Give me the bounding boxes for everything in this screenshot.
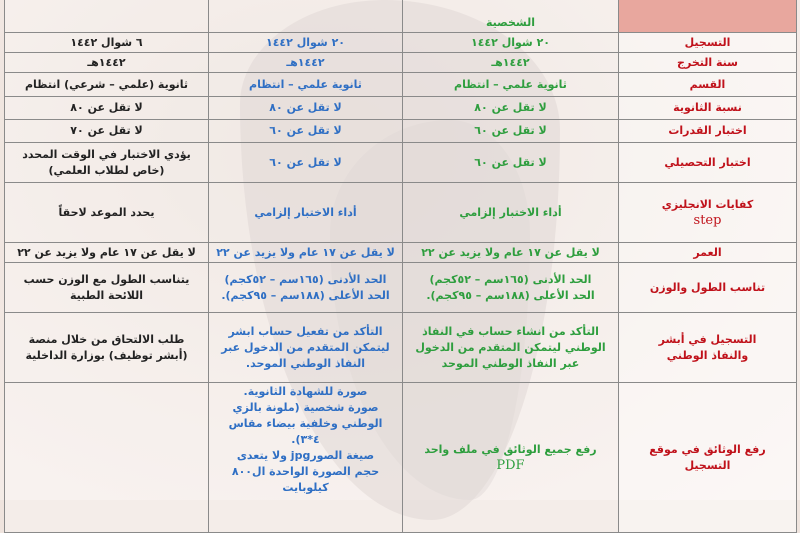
cell-col3: ٦ شوال ١٤٤٢ (5, 33, 209, 53)
row-label: التسجيل (619, 33, 797, 53)
table-row (5, 97, 797, 120)
row-label: التسجيل في أبشر والنفاذ الوطني (619, 313, 797, 383)
table-row (5, 143, 797, 183)
cell-col2: الحد الأدنى (١٦٥سم – ٥٢كجم) الحد الأعلى (١٨٨سم – ٩٥كجم). (209, 263, 403, 313)
cell-col1: التأكد من انشاء حساب في النفاذ الوطني ليتمكن المتقدم من الدخول عبر النفاذ الوطني الموحد (403, 313, 619, 383)
table-row (5, 383, 797, 533)
cell-col1: لا يقل عن ١٧ عام ولا يزيد عن ٢٢ (403, 243, 619, 263)
cell-col3: يتناسب الطول مع الوزن حسب اللائحة الطبية (5, 263, 209, 313)
cell-col2 (209, 0, 403, 33)
cell-col2: صورة للشهادة الثانوية. صورة شخصية (ملونة بالزي الوطني وخلفية بيضاء مقاس ٤*٣). صيغة الصورjpg ولا يتعدى حجم الصورة الواحدة ال٨٠٠ كيلوبايت (209, 383, 403, 533)
cell-col3: يؤدي الاختبار في الوقت المحدد (خاص لطلاب العلمي) (5, 143, 209, 183)
cell-col3: لا تقل عن ٧٠ (5, 120, 209, 143)
row-label: رفع الوثائق في موقع التسجيل (619, 383, 797, 533)
cell-col3 (5, 0, 209, 33)
cell-col1 (403, 383, 619, 533)
cell-col1: ٢٠ شوال ١٤٤٢ (403, 33, 619, 53)
table-row (5, 313, 797, 383)
cell-col1-text: رفع جميع الوثائق في ملف واحد (424, 442, 597, 456)
row-label: القسم (619, 73, 797, 97)
cell-col3: يحدد الموعد لاحقاً (5, 183, 209, 243)
table-row (5, 73, 797, 97)
row-label: العمر (619, 243, 797, 263)
cell-col3: لا يقل عن ١٧ عام ولا يزيد عن ٢٢ (5, 243, 209, 263)
row-label: اختبار القدرات (619, 120, 797, 143)
row-label: تناسب الطول والوزن (619, 263, 797, 313)
table-row (5, 33, 797, 53)
admission-requirements-table (4, 0, 797, 533)
row-label-latin: step (693, 212, 722, 228)
table-row (5, 120, 797, 143)
cell-col1: الشخصية (403, 0, 619, 33)
cell-col1-latin: PDF (496, 457, 525, 473)
cell-col2: ثانوية علمي – انتظام (209, 73, 403, 97)
cell-col2: لا تقل عن ٦٠ (209, 143, 403, 183)
table-row (5, 0, 797, 33)
cell-col2: لا تقل عن ٦٠ (209, 120, 403, 143)
cell-col1: أداء الاختبار إلزامي (403, 183, 619, 243)
cell-col3: ١٤٤٢هـ (5, 53, 209, 73)
cell-col2: لا تقل عن ٨٠ (209, 97, 403, 120)
row-label: سنة التخرج (619, 53, 797, 73)
cell-col2: ١٤٤٢هـ (209, 53, 403, 73)
cell-col3 (5, 383, 209, 533)
cell-col1: ١٤٤٢هـ (403, 53, 619, 73)
table-row (5, 263, 797, 313)
row-label-text: كفايات الانجليزي (661, 197, 754, 211)
table-row (5, 183, 797, 243)
cell-col2: لا يقل عن ١٧ عام ولا يزيد عن ٢٢ (209, 243, 403, 263)
cell-col1: لا تقل عن ٨٠ (403, 97, 619, 120)
cell-col1: لا تقل عن ٦٠ (403, 143, 619, 183)
cell-col1: الحد الأدنى (١٦٥سم – ٥٢كجم) الحد الأعلى (١٨٨سم – ٩٥كجم). (403, 263, 619, 313)
cell-col2: ٢٠ شوال ١٤٤٢ (209, 33, 403, 53)
table-row (5, 243, 797, 263)
row-label (619, 0, 797, 33)
cell-col2: أداء الاختبار إلزامي (209, 183, 403, 243)
cell-col1: ثانوية علمي – انتظام (403, 73, 619, 97)
row-label: اختبار التحصيلي (619, 143, 797, 183)
cell-col3: طلب الالتحاق من خلال منصة (أبشر توظيف) بوزارة الداخلية (5, 313, 209, 383)
cell-col1: لا تقل عن ٦٠ (403, 120, 619, 143)
cell-col3: ثانوية (علمي – شرعي) انتظام (5, 73, 209, 97)
cell-col2: التأكد من تفعيل حساب ابشر ليتمكن المتقدم من الدخول عبر النفاذ الوطني الموحد. (209, 313, 403, 383)
table-row (5, 53, 797, 73)
cell-col3: لا تقل عن ٨٠ (5, 97, 209, 120)
row-label: نسبة الثانوية (619, 97, 797, 120)
row-label (619, 183, 797, 243)
